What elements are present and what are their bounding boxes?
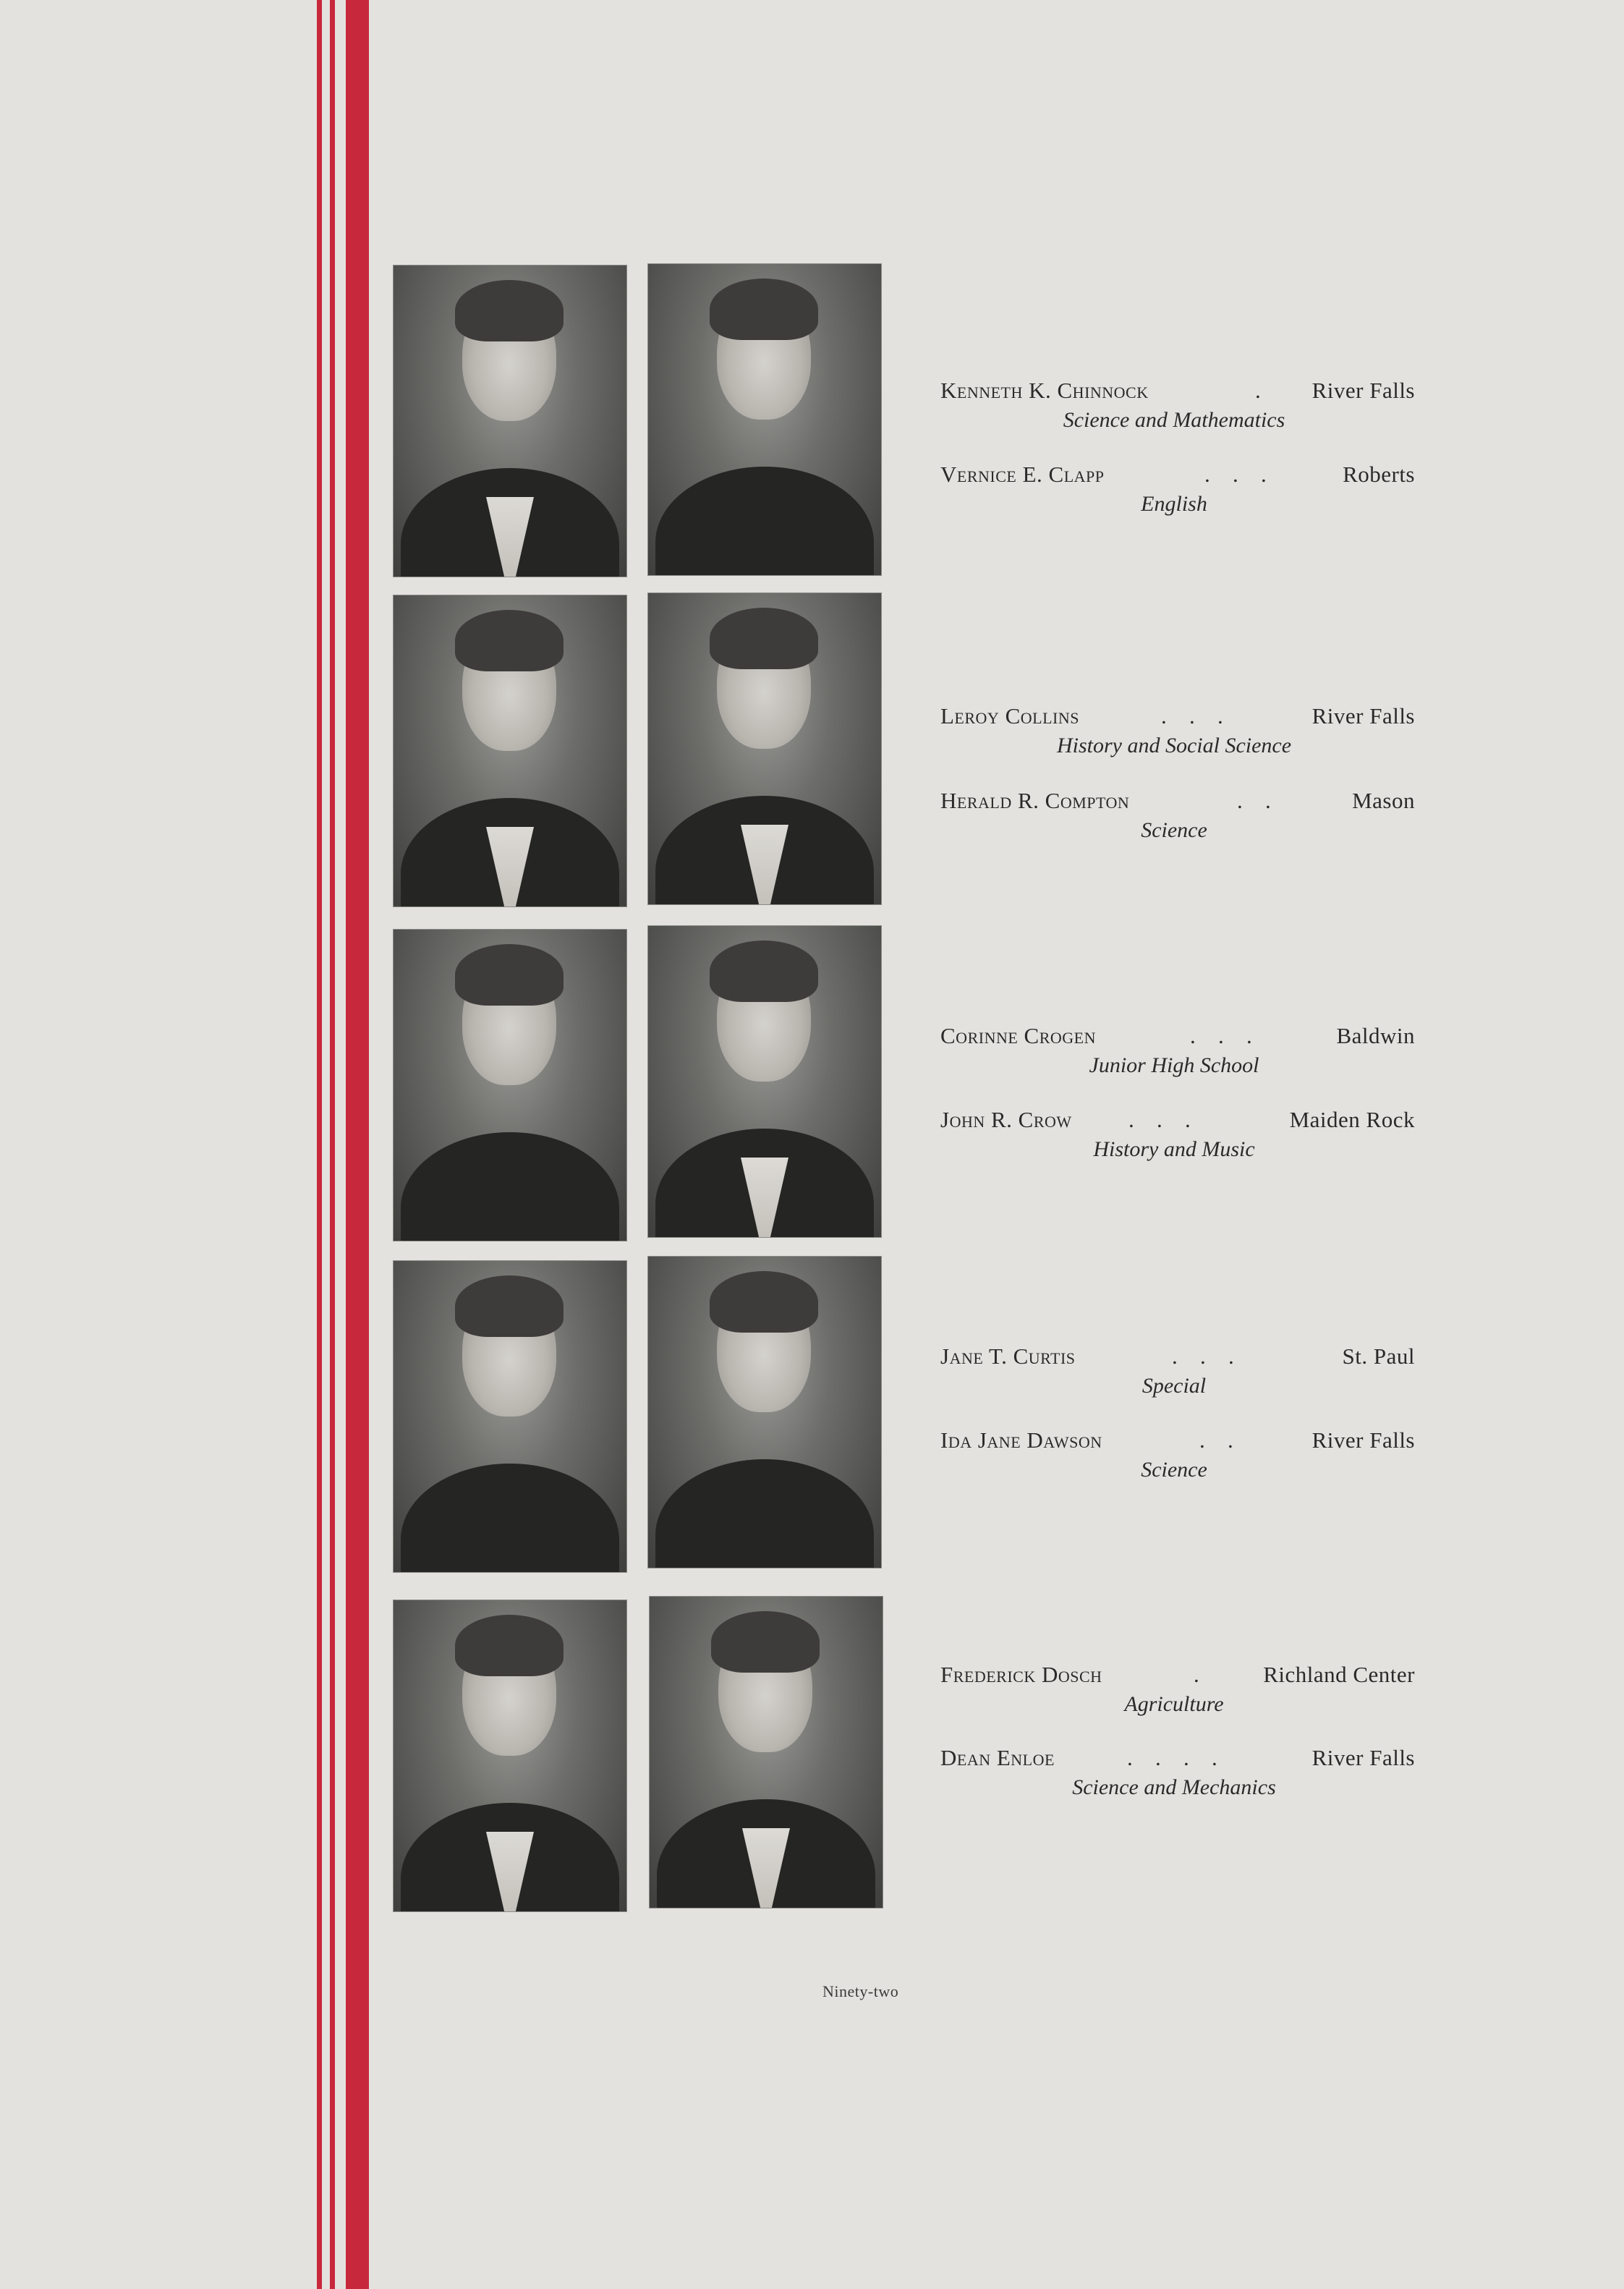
portrait-photo-4 (648, 593, 881, 904)
hometown: River Falls (1311, 378, 1415, 403)
leader-dots: . . . (1172, 1343, 1236, 1369)
course-of-study: Science and Mechanics (1072, 1775, 1276, 1799)
leader-dots: . . . (1161, 703, 1225, 729)
student-name: Vernice E. Clapp (940, 462, 1105, 487)
student-name: Dean Enloe (940, 1745, 1055, 1770)
course-of-study: History and Music (1093, 1137, 1255, 1161)
student-name: Kenneth K. Chinnock (940, 378, 1149, 403)
student-entry (940, 462, 1415, 521)
student-entry (940, 703, 1415, 763)
red-rule-stripe-2 (330, 0, 335, 2289)
student-entry (940, 1745, 1415, 1804)
leader-dots: . . . (1204, 462, 1268, 487)
student-entry (940, 1023, 1415, 1082)
hometown: Mason (1352, 788, 1415, 813)
leader-dots: . . (1237, 788, 1272, 813)
student-entry (940, 788, 1415, 847)
portrait-photo-2 (648, 264, 881, 575)
leader-dots: . . (1199, 1427, 1235, 1453)
course-of-study: Junior High School (1089, 1053, 1259, 1077)
hometown: River Falls (1311, 703, 1415, 729)
student-entry (940, 1662, 1415, 1721)
leader-dots: . . . (1190, 1023, 1254, 1048)
page-number: Ninety-two (822, 1982, 899, 2000)
leader-dots: . (1194, 1662, 1201, 1687)
student-name: Herald R. Compton (940, 788, 1130, 813)
portrait-photo-1 (394, 266, 626, 577)
course-of-study: History and Social Science (1056, 734, 1292, 757)
hometown: Baldwin (1336, 1023, 1415, 1048)
portrait-photo-6 (648, 926, 881, 1237)
student-name: Leroy Collins (940, 703, 1079, 729)
portrait-photo-10 (650, 1597, 883, 1908)
course-of-study: Science (1141, 818, 1207, 842)
leader-dots: . (1255, 378, 1262, 403)
student-name: Jane T. Curtis (940, 1343, 1076, 1369)
leader-dots: . . . . (1127, 1745, 1219, 1770)
hometown: Maiden Rock (1289, 1107, 1415, 1132)
student-entry (940, 1107, 1415, 1166)
portrait-photo-9 (394, 1600, 626, 1911)
hometown: River Falls (1311, 1745, 1415, 1770)
student-name: Frederick Dosch (940, 1662, 1102, 1687)
leader-dots: . . . (1128, 1107, 1192, 1132)
portrait-photo-7 (394, 1261, 626, 1572)
student-entry (940, 1343, 1415, 1403)
student-name: Corinne Crogen (940, 1023, 1096, 1048)
student-entry (940, 378, 1415, 437)
student-entry (940, 1427, 1415, 1487)
portrait-photo-5 (394, 930, 626, 1241)
student-name: Ida Jane Dawson (940, 1427, 1102, 1453)
course-of-study: Science and Mathematics (1063, 408, 1285, 432)
course-of-study: Science (1141, 1458, 1207, 1482)
hometown: St. Paul (1342, 1343, 1415, 1369)
course-of-study: Special (1142, 1374, 1207, 1398)
course-of-study: Agriculture (1124, 1692, 1224, 1716)
student-name: John R. Crow (940, 1107, 1072, 1132)
portrait-photo-3 (394, 595, 626, 906)
hometown: River Falls (1311, 1427, 1415, 1453)
portrait-photo-8 (648, 1257, 881, 1568)
hometown: Roberts (1343, 462, 1415, 487)
red-rule-stripe-1 (317, 0, 322, 2289)
red-rule-stripe-3 (346, 0, 369, 2289)
course-of-study: English (1141, 492, 1207, 516)
hometown: Richland Center (1263, 1662, 1415, 1687)
